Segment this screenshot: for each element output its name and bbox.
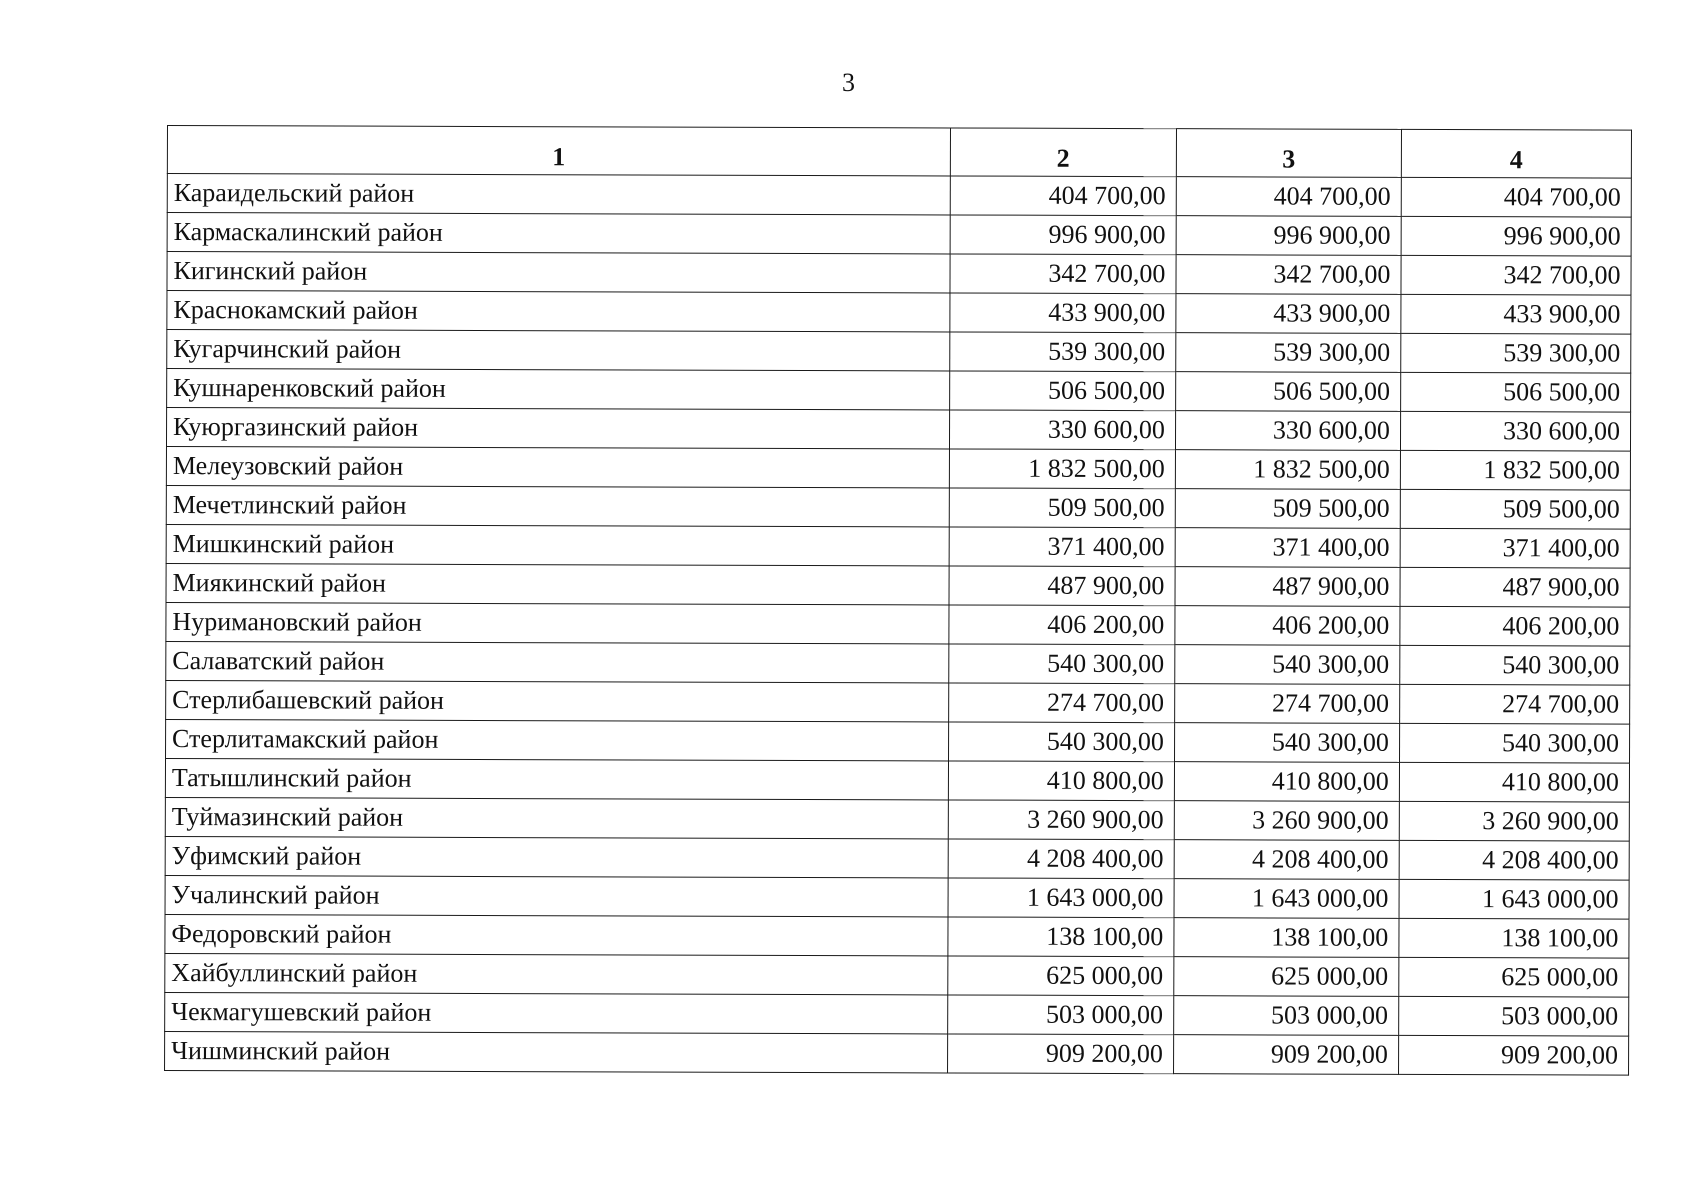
column-3-value: 342 700,00 — [1176, 255, 1401, 295]
column-2-value: 406 200,00 — [949, 605, 1175, 645]
column-3-value: 406 200,00 — [1175, 606, 1400, 646]
column-2-value: 503 000,00 — [947, 995, 1173, 1035]
column-3-value: 138 100,00 — [1174, 918, 1399, 958]
district-name-cell: Уфимский район — [165, 836, 948, 877]
table-row — [166, 602, 1630, 646]
column-3-value: 996 900,00 — [1176, 216, 1401, 256]
column-2-value: 509 500,00 — [949, 488, 1175, 528]
district-name-cell: Чекмагушевский район — [165, 992, 948, 1033]
column-2-value: 487 900,00 — [949, 566, 1175, 606]
column-2-value: 909 200,00 — [947, 1034, 1173, 1074]
column-4-value: 509 500,00 — [1400, 489, 1630, 529]
table-row — [165, 992, 1629, 1036]
table-row — [166, 485, 1630, 529]
district-name-cell: Миякинский район — [166, 563, 949, 604]
table-body — [165, 174, 1632, 1076]
column-4-value: 909 200,00 — [1398, 1035, 1628, 1075]
column-4-value: 539 300,00 — [1401, 333, 1631, 373]
column-4-value: 996 900,00 — [1401, 216, 1631, 256]
column-3-value: 509 500,00 — [1175, 489, 1400, 529]
district-name-cell: Кигинский район — [167, 252, 950, 293]
table-row — [166, 524, 1630, 568]
column-3-value: 4 208 400,00 — [1174, 840, 1399, 880]
district-name-cell: Хайбуллинский район — [165, 953, 948, 994]
column-2-value: 4 208 400,00 — [948, 839, 1174, 879]
column-3-value: 274 700,00 — [1174, 684, 1399, 724]
table-row — [166, 719, 1630, 763]
column-2-value: 1 832 500,00 — [949, 449, 1175, 489]
table-row — [167, 213, 1631, 257]
column-4-value: 540 300,00 — [1399, 723, 1629, 763]
column-4-value: 433 900,00 — [1401, 294, 1631, 334]
column-4-value: 625 000,00 — [1399, 957, 1629, 997]
district-name-cell: Чишминский район — [165, 1031, 948, 1072]
column-2-value: 540 300,00 — [948, 722, 1174, 762]
column-3-value: 506 500,00 — [1175, 372, 1400, 412]
column-4-value: 540 300,00 — [1400, 645, 1630, 685]
table-row — [166, 680, 1630, 724]
district-name-cell: Нуримановский район — [166, 602, 949, 643]
column-4-value: 404 700,00 — [1401, 177, 1631, 217]
column-2-value: 433 900,00 — [950, 293, 1176, 333]
table-row — [166, 563, 1630, 607]
district-name-cell: Мечетлинский район — [166, 485, 949, 526]
column-2-value: 342 700,00 — [950, 254, 1176, 294]
column-3-value: 330 600,00 — [1175, 411, 1400, 451]
table-row — [166, 446, 1630, 490]
column-4-value: 406 200,00 — [1400, 606, 1630, 646]
column-3-value: 540 300,00 — [1174, 723, 1399, 763]
district-name-cell: Учалинский район — [165, 875, 948, 916]
column-3-value: 404 700,00 — [1176, 177, 1401, 217]
district-name-cell: Туймазинский район — [165, 797, 948, 838]
column-3-value: 909 200,00 — [1173, 1035, 1398, 1075]
table-row — [165, 953, 1629, 997]
column-3-value: 1 643 000,00 — [1174, 879, 1399, 919]
column-2-value: 1 643 000,00 — [948, 878, 1174, 918]
budget-table — [164, 125, 1632, 1076]
table-row — [165, 836, 1629, 880]
column-3-value: 625 000,00 — [1174, 957, 1399, 997]
table-row — [165, 875, 1629, 919]
column-4-value: 503 000,00 — [1399, 996, 1629, 1036]
table-row — [165, 797, 1629, 841]
table-row — [167, 252, 1631, 296]
column-2-value: 506 500,00 — [949, 371, 1175, 411]
column-header-4: 4 — [1401, 129, 1631, 178]
column-2-value: 410 800,00 — [948, 761, 1174, 801]
table-row — [167, 174, 1631, 218]
table-row — [165, 1031, 1629, 1075]
district-name-cell: Караидельский район — [167, 174, 950, 215]
column-4-value: 330 600,00 — [1400, 411, 1630, 451]
table-row — [166, 408, 1630, 452]
column-4-value: 1 643 000,00 — [1399, 879, 1629, 919]
column-4-value: 506 500,00 — [1400, 372, 1630, 412]
district-name-cell: Кушнаренковский район — [167, 369, 950, 410]
column-header-2: 2 — [950, 128, 1176, 177]
district-name-cell: Мелеузовский район — [166, 446, 949, 487]
column-4-value: 4 208 400,00 — [1399, 840, 1629, 880]
column-2-value: 540 300,00 — [948, 644, 1174, 684]
column-2-value: 3 260 900,00 — [948, 800, 1174, 840]
column-2-value: 330 600,00 — [949, 410, 1175, 450]
district-name-cell: Стерлибашевский район — [166, 680, 949, 721]
district-name-cell: Татышлинский район — [165, 758, 948, 799]
district-name-cell: Салаватский район — [166, 641, 949, 682]
table-row — [167, 369, 1631, 413]
district-name-cell: Краснокамский район — [167, 291, 950, 332]
table-row — [167, 330, 1631, 374]
column-4-value: 371 400,00 — [1400, 528, 1630, 568]
district-name-cell: Кармаскалинский район — [167, 213, 950, 254]
column-3-value: 487 900,00 — [1175, 567, 1400, 607]
column-2-value: 138 100,00 — [948, 917, 1174, 957]
column-4-value: 3 260 900,00 — [1399, 801, 1629, 841]
column-2-value: 996 900,00 — [950, 215, 1176, 255]
column-2-value: 274 700,00 — [948, 683, 1174, 723]
table-row — [165, 914, 1629, 958]
header-row — [167, 126, 1631, 179]
table-row — [167, 291, 1631, 335]
table-row — [165, 758, 1629, 802]
column-4-value: 1 832 500,00 — [1400, 450, 1630, 490]
district-name-cell: Кугарчинский район — [167, 330, 950, 371]
column-3-value: 3 260 900,00 — [1174, 801, 1399, 841]
column-3-value: 433 900,00 — [1176, 294, 1401, 334]
column-3-value: 410 800,00 — [1174, 762, 1399, 802]
column-2-value: 625 000,00 — [948, 956, 1174, 996]
district-name-cell: Стерлитамакский район — [166, 719, 949, 760]
column-header-1: 1 — [167, 126, 950, 176]
table-row — [166, 641, 1630, 685]
column-4-value: 487 900,00 — [1400, 567, 1630, 607]
column-3-value: 1 832 500,00 — [1175, 450, 1400, 490]
page-number: 3 — [842, 68, 855, 97]
district-name-cell: Мишкинский район — [166, 524, 949, 565]
column-2-value: 539 300,00 — [949, 332, 1175, 372]
column-4-value: 138 100,00 — [1399, 918, 1629, 958]
column-3-value: 540 300,00 — [1175, 645, 1400, 685]
column-3-value: 371 400,00 — [1175, 528, 1400, 568]
column-2-value: 371 400,00 — [949, 527, 1175, 567]
column-2-value: 404 700,00 — [950, 176, 1176, 216]
district-name-cell: Куюргазинский район — [166, 408, 949, 449]
column-3-value: 503 000,00 — [1173, 996, 1398, 1036]
column-4-value: 410 800,00 — [1399, 762, 1629, 802]
column-3-value: 539 300,00 — [1176, 333, 1401, 373]
column-4-value: 342 700,00 — [1401, 255, 1631, 295]
district-name-cell: Федоровский район — [165, 914, 948, 955]
column-header-3: 3 — [1176, 129, 1401, 178]
column-4-value: 274 700,00 — [1400, 684, 1630, 724]
